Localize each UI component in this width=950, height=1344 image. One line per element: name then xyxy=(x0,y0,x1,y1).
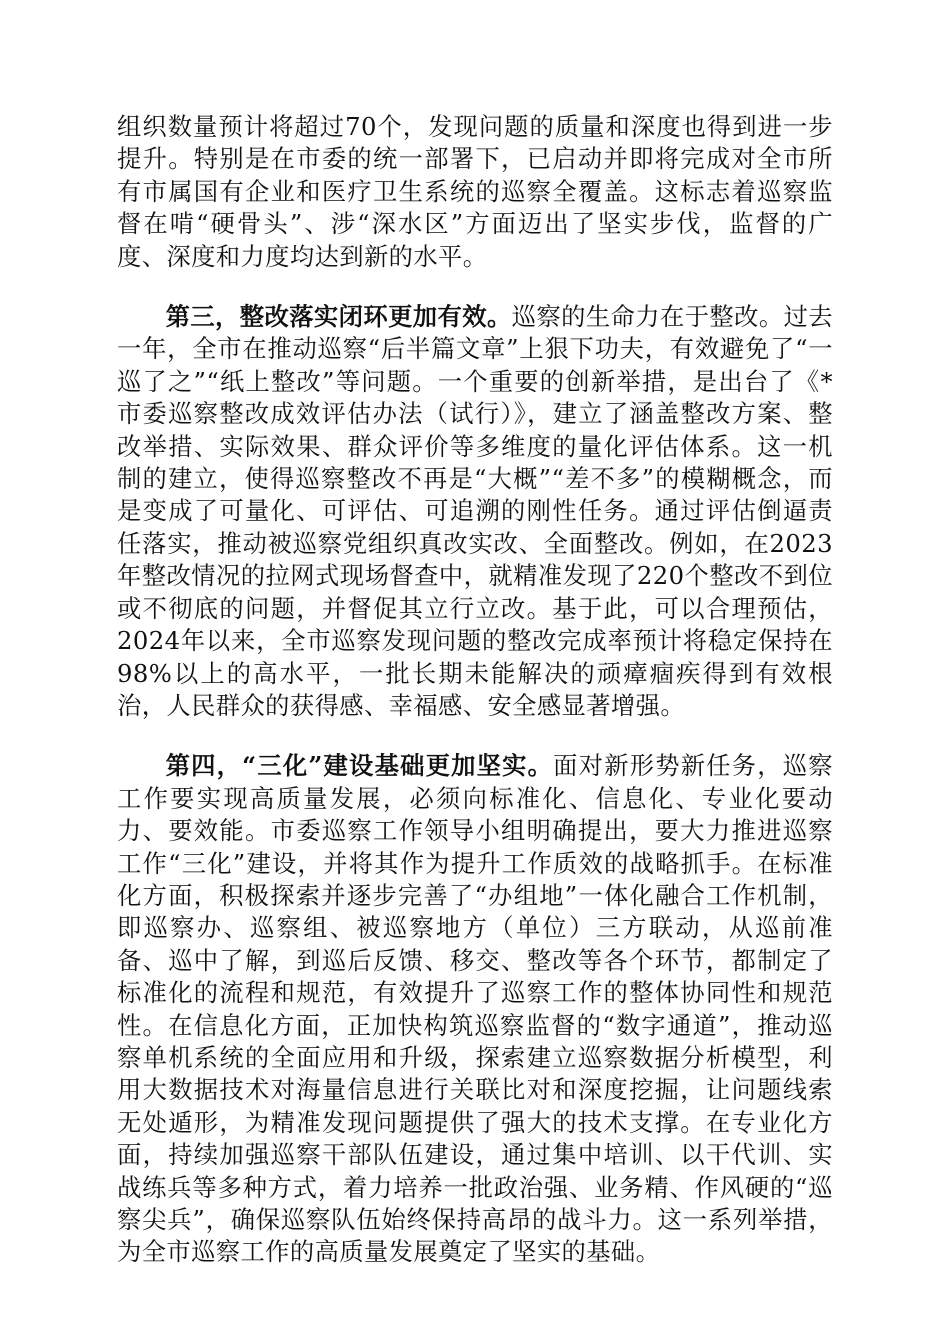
paragraph-gap xyxy=(117,273,833,301)
paragraph-text: 组织数量预计将超过70个，发现问题的质量和深度也得到进一步提升。特别是在市委的统一部署下，已启动并即将完成对全市所有市属国有企业和医疗卫生系统的巡察全覆盖。这标志着巡察监督在啃“硬骨头”、涉“深水区”方面迈出了坚实步伐，监督的广度、深度和力度均达到新的水平。 xyxy=(117,112,833,271)
paragraph-three-modernizations xyxy=(117,750,833,1269)
paragraph-lead-heading: 第四，“三化”建设基础更加坚实。 xyxy=(165,751,554,781)
paragraph-text: 巡察的生命力在于整改。过去一年，全市在推动巡察“后半篇文章”上狠下功夫，有效避免了“一巡了之”“纸上整改”等问题。一个重要的创新举措，是出台了《*市委巡察整改成效评估办法（试行）》，建立了涵盖整改方案、整改举措、实际效果、群众评价等多维度的量化评估体系。这一机制的建立，使得巡察整改不再是“大概”“差不多”的模糊概念，而是变成了可量化、可评估、可追溯的刚性任务。通过评估倒逼责任落实，推动被巡察党组织真改实改、全面整改。例如，在2023年整改情况的拉网式现场督查中，就精准发现了220个整改不到位或不彻底的问题，并督促其立行立改。基于此，可以合理预估，2024年以来，全市巡察发现问题的整改完成率预计将稳定保持在98%以上的高水平，一批长期未能解决的顽瘴痼疾得到有效根治，人民群众的获得感、幸福感、安全感显著增强。 xyxy=(117,302,833,720)
document-page xyxy=(117,111,833,1269)
paragraph-gap xyxy=(117,722,833,750)
paragraph-text: 面对新形势新任务，巡察工作要实现高质量发展，必须向标准化、信息化、专业化要动力、要效能。市委巡察工作领导小组明确提出，要大力推进巡察工作“三化”建设，并将其作为提升工作质效的战略抓手。在标准化方面，积极探索并逐步完善了“办组地”一体化融合工作机制，即巡察办、巡察组、被巡察地方（单位）三方联动，从巡前准备、巡中了解，到巡后反馈、移交、整改等各个环节，都制定了标准化的流程和规范，有效提升了巡察工作的整体协同性和规范性。在信息化方面，正加快构筑巡察监督的“数字通道”，推动巡察单机系统的全面应用和升级，探索建立巡察数据分析模型，利用大数据技术对海量信息进行关联比对和深度挖掘，让问题线索无处遁形，为精准发现问题提供了强大的技术支撑。在专业化方面，持续加强巡察干部队伍建设，通过集中培训、以干代训、实战练兵等多种方式，着力培养一批政治强、业务精、作风硬的“巡察尖兵”，确保巡察队伍始终保持高昂的战斗力。这一系列举措，为全市巡察工作的高质量发展奠定了坚实的基础。 xyxy=(117,751,833,1267)
paragraph-lead-heading: 第三，整改落实闭环更加有效。 xyxy=(165,302,512,332)
paragraph-continuation xyxy=(117,111,833,273)
paragraph-rectification xyxy=(117,301,833,722)
